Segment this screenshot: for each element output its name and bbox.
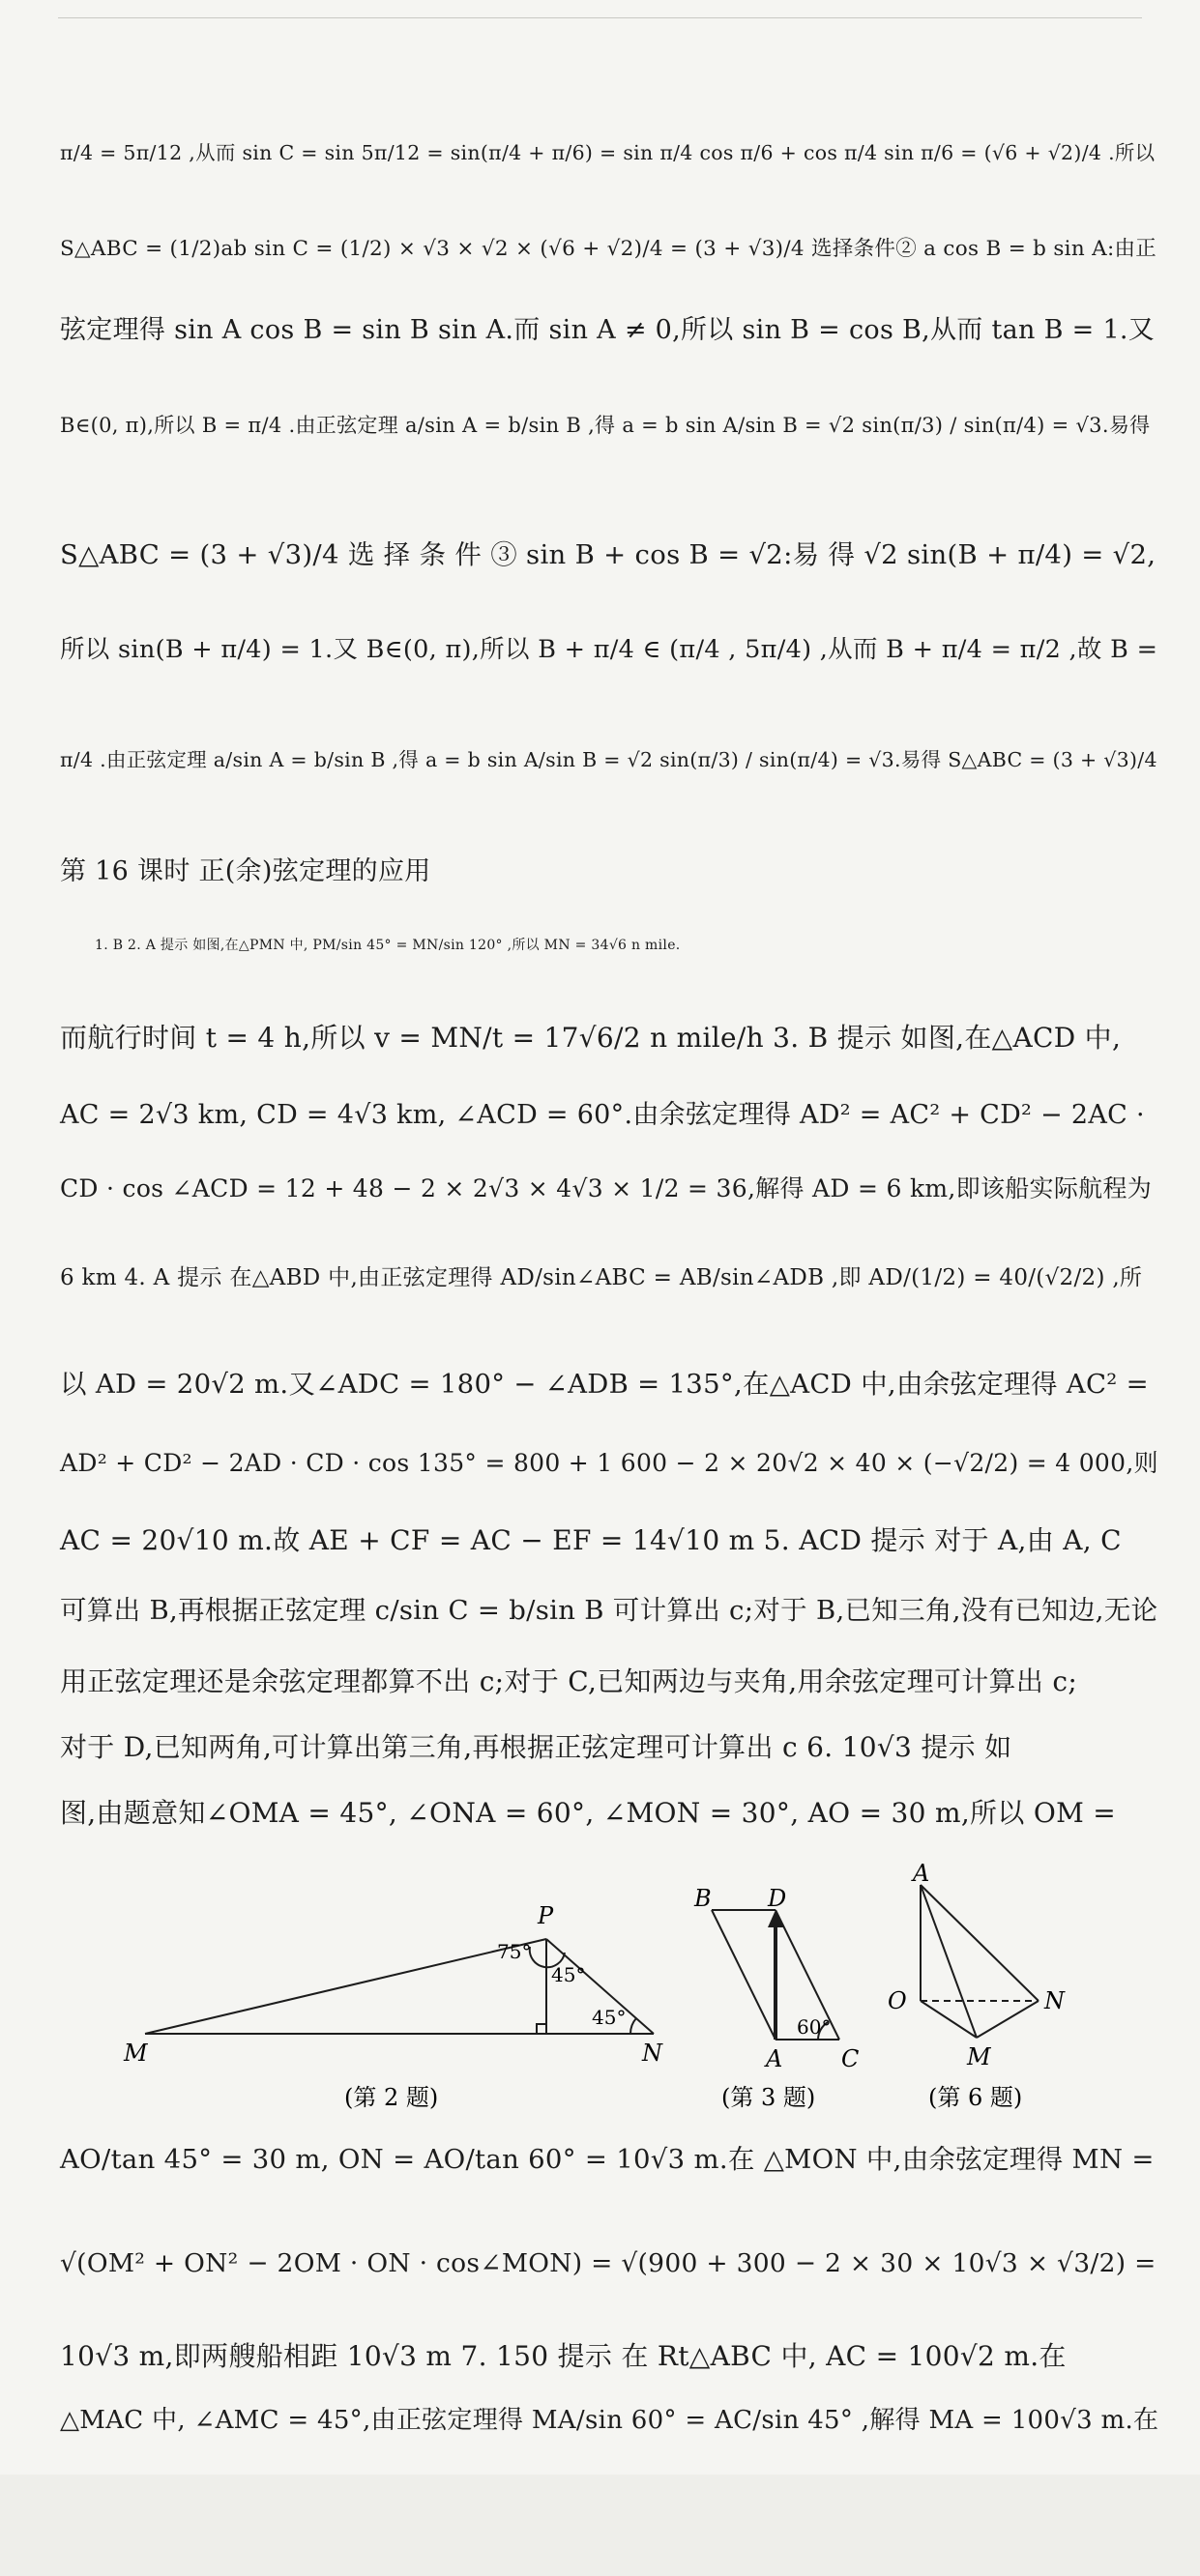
figure-6 <box>921 1885 1039 2038</box>
fig3-label-d: D <box>768 1885 787 1912</box>
text-line-2: S△ABC = (1/2)ab sin C = (1/2) × √3 × √2 × (√6 + √2)/4 = (3 + √3)/4 选择条件② a cos B = b sin A:由正 <box>60 237 1157 261</box>
fig3-arrow-head <box>768 1910 783 1927</box>
text-line-22: √(OM² + ON² − 2OM · ON · cos∠MON) = √(900 + 300 − 2 × 30 × 10√3 × √3/2) = <box>60 2248 1156 2278</box>
fig6-an-line <box>921 1885 1039 2001</box>
text-line-12: CD · cos ∠ACD = 12 + 48 − 2 × 2√3 × 4√3 × 1/2 = 36,解得 AD = 6 km,即该船实际航程为 <box>60 1174 1153 1202</box>
fig6-label-n: N <box>1044 1987 1065 2014</box>
text-line-5: S△ABC = (3 + √3)/4 选 择 条 件 ③ sin B + cos B = √2:易 得 √2 sin(B + π/4) = √2, <box>60 539 1156 570</box>
fig6-mn-line <box>977 2001 1039 2038</box>
fig3-label-b: B <box>694 1885 712 1912</box>
fig6-label-m: M <box>967 2043 991 2070</box>
text-line-18: 用正弦定理还是余弦定理都算不出 c;对于 C,已知两边与夹角,用余弦定理可计算出 c; <box>60 1665 1078 1697</box>
text-line-11: AC = 2√3 km, CD = 4√3 km, ∠ACD = 60°.由余弦定理得 AD² = AC² + CD² − 2AC · <box>60 1100 1145 1130</box>
figures-svg <box>0 1860 1200 2136</box>
fig2-label-45-bottom: 45° <box>592 2006 627 2029</box>
text-line-21: AO/tan 45° = 30 m, ON = AO/tan 60° = 10√3 m.在 △MON 中,由余弦定理得 MN = <box>60 2144 1155 2175</box>
fig2-right-angle <box>537 2024 546 2034</box>
text-line-24: △MAC 中, ∠AMC = 45°,由正弦定理得 MA/sin 60° = AC/sin 45° ,解得 MA = 100√3 m.在 <box>60 2406 1159 2435</box>
fig2-label-n: N <box>642 2040 662 2067</box>
page-footer-band <box>0 2475 1200 2576</box>
text-line-20: 图,由题意知∠OMA = 45°, ∠ONA = 60°, ∠MON = 30°, AO = 30 m,所以 OM = <box>60 1797 1117 1829</box>
fig3-ba-side <box>712 1910 776 2040</box>
text-line-9: 1. B 2. A 提示 如图,在△PMN 中, PM/sin 45° = MN/sin 120° ,所以 MN = 34√6 n mile. <box>95 938 681 953</box>
fig6-caption: (第 6 题) <box>928 2084 1023 2111</box>
section-heading: 第 16 课时 正(余)弦定理的应用 <box>60 856 431 886</box>
text-line-19: 对于 D,已知两角,可计算出第三角,再根据正弦定理可计算出 c 6. 10√3 提示 如 <box>60 1731 1012 1763</box>
figure-2 <box>145 1939 654 2034</box>
text-line-7: π/4 .由正弦定理 a/sin A = b/sin B ,得 a = b sin A/sin B = √2 sin(π/3) / sin(π/4) = √3.易得 S△ABC = (3 + √3)/4 <box>60 748 1157 771</box>
text-line-14: 以 AD = 20√2 m.又∠ADC = 180° − ∠ADB = 135°,在△ACD 中,由余弦定理得 AC² = <box>60 1369 1150 1400</box>
fig2-caption: (第 2 题) <box>344 2084 439 2111</box>
fig3-label-60: 60° <box>797 2015 832 2039</box>
text-line-17: 可算出 B,再根据正弦定理 c/sin C = b/sin B 可计算出 c;对于 B,已知三角,没有已知边,无论 <box>60 1595 1158 1626</box>
fig3-label-c: C <box>841 2045 860 2072</box>
text-line-10: 而航行时间 t = 4 h,所以 v = MN/t = 17√6/2 n mile/h 3. B 提示 如图,在△ACD 中, <box>60 1022 1122 1054</box>
text-line-3: 弦定理得 sin A cos B = sin B sin A.而 sin A ≠ 0,所以 sin B = cos B,从而 tan B = 1.又 <box>60 315 1156 345</box>
text-line-23: 10√3 m,即两艘船相距 10√3 m 7. 150 提示 在 Rt△ABC 中, AC = 100√2 m.在 <box>60 2340 1067 2372</box>
figures-row <box>0 1860 1200 2136</box>
fig6-label-o: O <box>888 1987 907 2014</box>
fig3-caption: (第 3 题) <box>721 2084 816 2111</box>
fig2-label-m: M <box>124 2040 148 2067</box>
fig2-mp-side <box>145 1939 546 2034</box>
fig2-label-45-top: 45° <box>551 1963 586 1986</box>
top-rule <box>58 17 1142 18</box>
text-line-13: 6 km 4. A 提示 在△ABD 中,由正弦定理得 AD/sin∠ABC = AB/sin∠ADB ,即 AD/(1/2) = 40/(√2/2) ,所 <box>60 1265 1143 1290</box>
fig2-label-p: P <box>538 1902 554 1929</box>
fig6-am-line <box>921 1885 977 2038</box>
text-line-15: AD² + CD² − 2AD · CD · cos 135° = 800 + 1 600 − 2 × 20√2 × 40 × (−√2/2) = 4 000,则 <box>60 1449 1158 1477</box>
fig3-label-a: A <box>766 2045 783 2072</box>
fig6-label-a: A <box>913 1860 930 1887</box>
text-line-1: π/4 = 5π/12 ,从而 sin C = sin 5π/12 = sin(π/4 + π/6) = sin π/4 cos π/6 + cos π/4 sin π/6 = (√6 + √2)/4 .所以 <box>60 141 1156 164</box>
text-line-6: 所以 sin(B + π/4) = 1.又 B∈(0, π),所以 B + π/4 ∈ (π/4 , 5π/4) ,从而 B + π/4 = π/2 ,故 B = <box>60 635 1158 664</box>
fig2-label-75: 75° <box>497 1940 532 1963</box>
text-line-16: AC = 20√10 m.故 AE + CF = AC − EF = 14√10 m 5. ACD 提示 对于 A,由 A, C <box>60 1524 1122 1556</box>
text-line-4: B∈(0, π),所以 B = π/4 .由正弦定理 a/sin A = b/sin B ,得 a = b sin A/sin B = √2 sin(π/3) / sin(π/4) = √3.易得 <box>60 414 1151 437</box>
fig6-om-line <box>921 2001 977 2038</box>
fig2-angle-arc-n <box>630 2018 636 2034</box>
